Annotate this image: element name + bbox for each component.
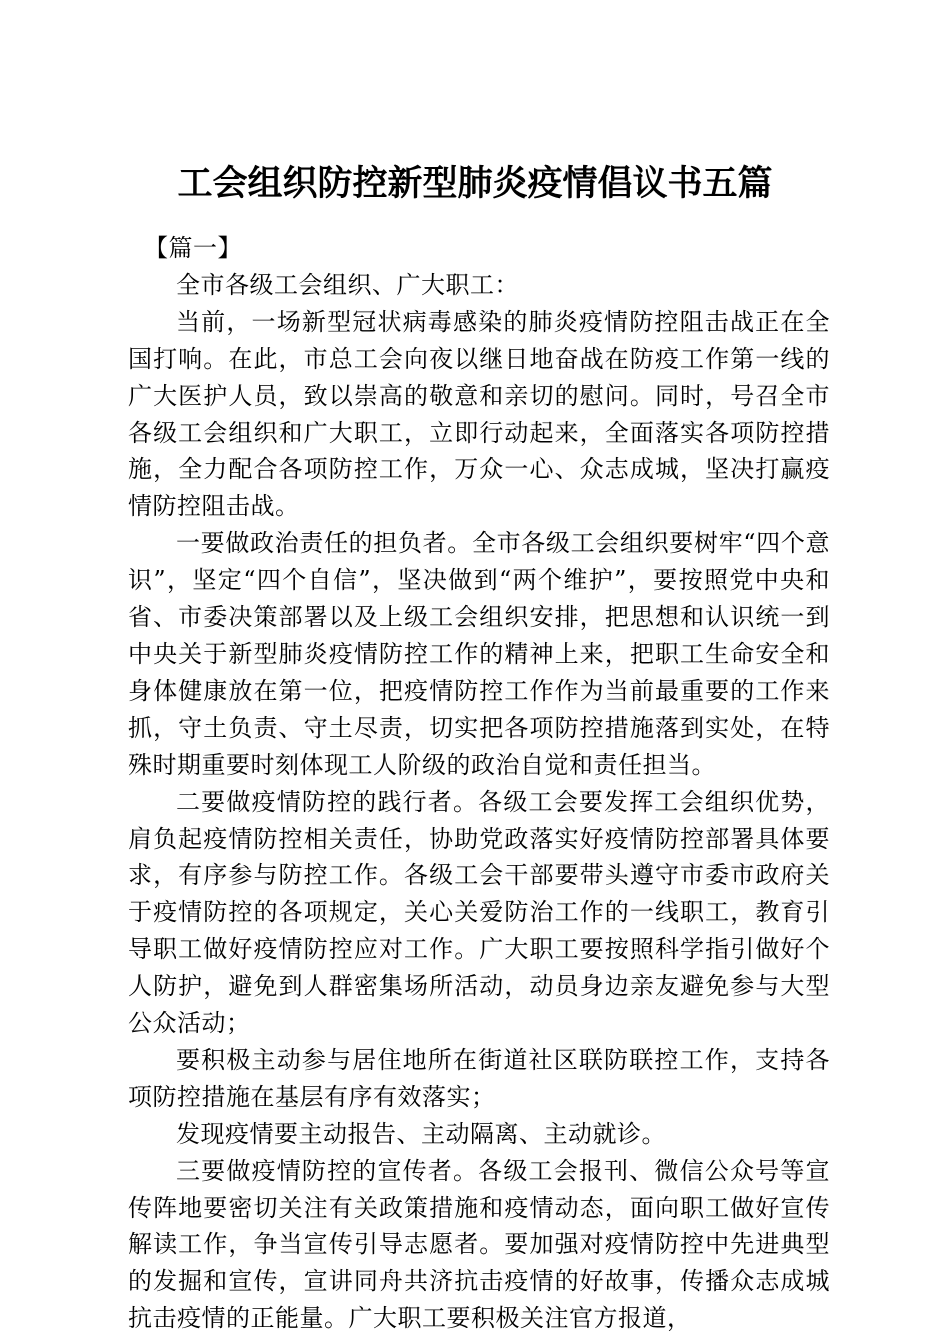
paragraph-report: 发现疫情要主动报告、主动隔离、主动就诊。 <box>176 1119 666 1148</box>
document-body <box>128 230 830 1337</box>
paragraph-point-two: 二要做疫情防控的践行者。各级工会要发挥工会组织优势，肩负起疫情防控相关责任，协助党政落实好疫情防控部署具体要求，有序参与防控工作。各级工会干部要带头遵守市委市政府关于疫情防控的各项规定，关心关爱防治工作的一线职工，教育引导职工做好疫情防控应对工作。广大职工要按照科学指引做好个人防护，避免到人群密集场所活动，动员身边亲友避免参与大型公众活动； <box>128 787 830 1038</box>
document-title: 工会组织防控新型肺炎疫情倡议书五篇 <box>177 164 773 204</box>
salutation: 全市各级工会组织、广大职工： <box>176 270 519 299</box>
paragraph-intro: 当前，一场新型冠状病毒感染的肺炎疫情防控阻击战正在全国打响。在此，市总工会向夜以继日地奋战在防疫工作第一线的广大医护人员，致以崇高的敬意和亲切的慰问。同时，号召全市各级工会组织和广大职工，立即行动起来，全面落实各项防控措施，全力配合各项防控工作，万众一心、众志成城，坚决打赢疫情防控阻击战。 <box>128 307 830 521</box>
paragraph-point-three: 三要做疫情防控的宣传者。各级工会报刊、微信公众号等宣传阵地要密切关注有关政策措施和疫情动态，面向职工做好宣传解读工作，争当宣传引导志愿者。要加强对疫情防控中先进典型的发掘和宣传，宣讲同舟共济抗击疫情的好故事，传播众志成城抗击疫情的正能量。广大职工要积极关注官方报道， <box>128 1156 830 1333</box>
section-label: 【篇一】 <box>144 234 242 262</box>
paragraph-point-one: 一要做政治责任的担负者。全市各级工会组织要树牢“四个意识”，坚定“四个自信”，坚决做到“两个维护”，要按照党中央和省、市委决策部署以及上级工会组织安排，把思想和认识统一到中央关于新型肺炎疫情防控工作的精神上来，把职工生命安全和身体健康放在第一位，把疫情防控工作作为当前最重要的工作来抓，守土负责、守土尽责，切实把各项防控措施落到实处，在特殊时期重要时刻体现工人阶级的政治自觉和责任担当。 <box>128 529 830 779</box>
paragraph-community: 要积极主动参与居住地所在街道社区联防联控工作，支持各项防控措施在基层有序有效落实； <box>128 1045 830 1111</box>
